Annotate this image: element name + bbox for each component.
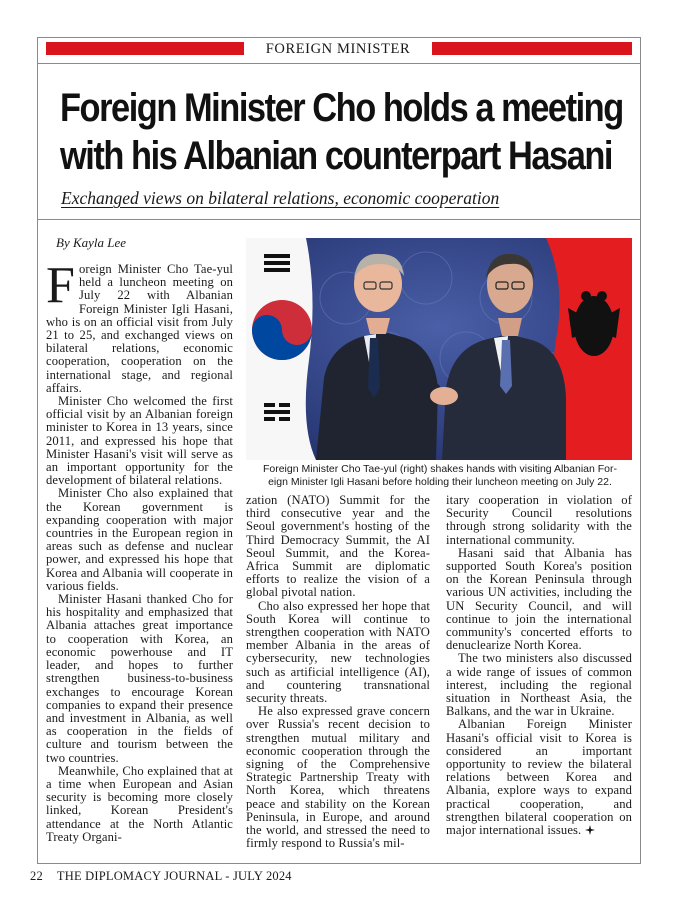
publication-name: THE DIPLOMACY JOURNAL - JULY 2024	[56, 869, 292, 883]
drop-cap: F	[46, 257, 76, 314]
article-column-2	[246, 494, 430, 850]
paragraph: Cho also expressed her hope that South Korea will continue to strengthen cooperation with NATO member Albania in the areas of cybersecurity, new technologies such as artificial intelligence (AI), and countering transnational security threats.	[246, 598, 430, 706]
header-rule	[38, 63, 640, 64]
paragraph: The two ministers also discussed a wide range of issues of common interest, including the regional situation in Northeast Asia, the Balkans, and the war in Ukraine.	[446, 651, 632, 719]
paragraph: Meanwhile, Cho explained that at a time when European and Asian security is becoming more closely linked, Korean President's attendance at the North Atlantic Treaty Organi-	[46, 763, 233, 844]
page-footer	[30, 869, 292, 884]
article-column-3	[446, 494, 632, 837]
headline	[60, 84, 623, 180]
article-column-1	[46, 257, 233, 844]
headline-line-2: with his Albanian counterpart Hasani	[60, 134, 613, 178]
end-mark-icon	[585, 825, 595, 835]
handshake-photo	[246, 238, 632, 460]
headline-line-1: Foreign Minister Cho holds a meeting	[60, 86, 623, 130]
page-number: 22	[30, 869, 43, 883]
paragraph: Minister Cho also explained that the Korean government is expanding cooperation with major countries in the European region in areas such as defense and nuclear power, and expressed his hope that Korea and Albania will cooperate in various fields.	[46, 486, 233, 593]
byline: By Kayla Lee	[56, 235, 127, 250]
section-bar-right	[432, 42, 632, 55]
paragraph: zation (NATO) Summit for the third consecutive year and the Seoul government's hosting of the Third Democracy Summit, the AI Seoul Summit, and the Korea-Africa Summit are diplomatic efforts to realize the vision of a global pivotal nation.	[246, 493, 430, 600]
paragraph: Albanian Foreign Minister Hasani's official visit to Korea is considered an important opportunity to review the bilateral relations between Korea and Albania, explore ways to expand practical cooperation, and strengthen bilateral cooperation on major international issues.	[446, 717, 632, 838]
caption-line-2: eign Minister Igli Hasani before holding their luncheon meeting on July 22.	[268, 475, 612, 488]
photo-caption	[248, 463, 632, 488]
paragraph: Minister Cho welcomed the first official visit by an Albanian foreign minister to Korea in 13 years, since 2011, and expressed his hope that Minister Hasani's visit will serve as an important opportunity for the development of bilateral relations.	[46, 394, 233, 488]
paragraph: Foreign Minister Cho Tae-yul held a luncheon meeting on July 22 with Albanian Foreign Minister Igli Hasani, who is on an official visit from July 21 to 25, and exchanged views on bilateral relations, economic cooperation, cooperation on the international stage, and regional affairs.	[46, 257, 233, 395]
subhead-rule	[38, 219, 640, 220]
subheadline: Exchanged views on bilateral relations, economic cooperation	[61, 188, 500, 208]
paragraph: Hasani said that Albania has supported South Korea's position on the Korean Peninsula through various UN activities, including the UN Security Council, and will continue to join the international community's concerted efforts to denuclearize North Korea.	[446, 545, 632, 653]
section-label: FOREIGN MINISTER	[265, 41, 411, 57]
caption-line-1: Foreign Minister Cho Tae-yul (right) shakes hands with visiting Albanian For-	[262, 463, 618, 475]
paragraph: itary cooperation in violation of Security Council resolutions through strong solidarity with the international community.	[446, 493, 632, 547]
section-bar-left	[46, 42, 244, 55]
paragraph: Minister Hasani thanked Cho for his hospitality and emphasized that Albania attaches great importance to cooperation with Korea, an economic powerhouse and IT leader, and hopes to further strengthen business-to-business exchanges to encourage Korean companies to expand their presence and investment in Albania, as well as cooperation in the fields of culture and tourism between the two countries.	[46, 592, 233, 765]
paragraph: He also expressed grave concern over Russia's recent decision to strengthen mutual military and economic cooperation through the signing of the Comprehensive Strategic Partnership Treaty with North Korea, which threatens peace and stability on the Korean Peninsula, in Europe, and around the world, and stressed the need to firmly respond to Russia's mil-	[246, 704, 430, 851]
